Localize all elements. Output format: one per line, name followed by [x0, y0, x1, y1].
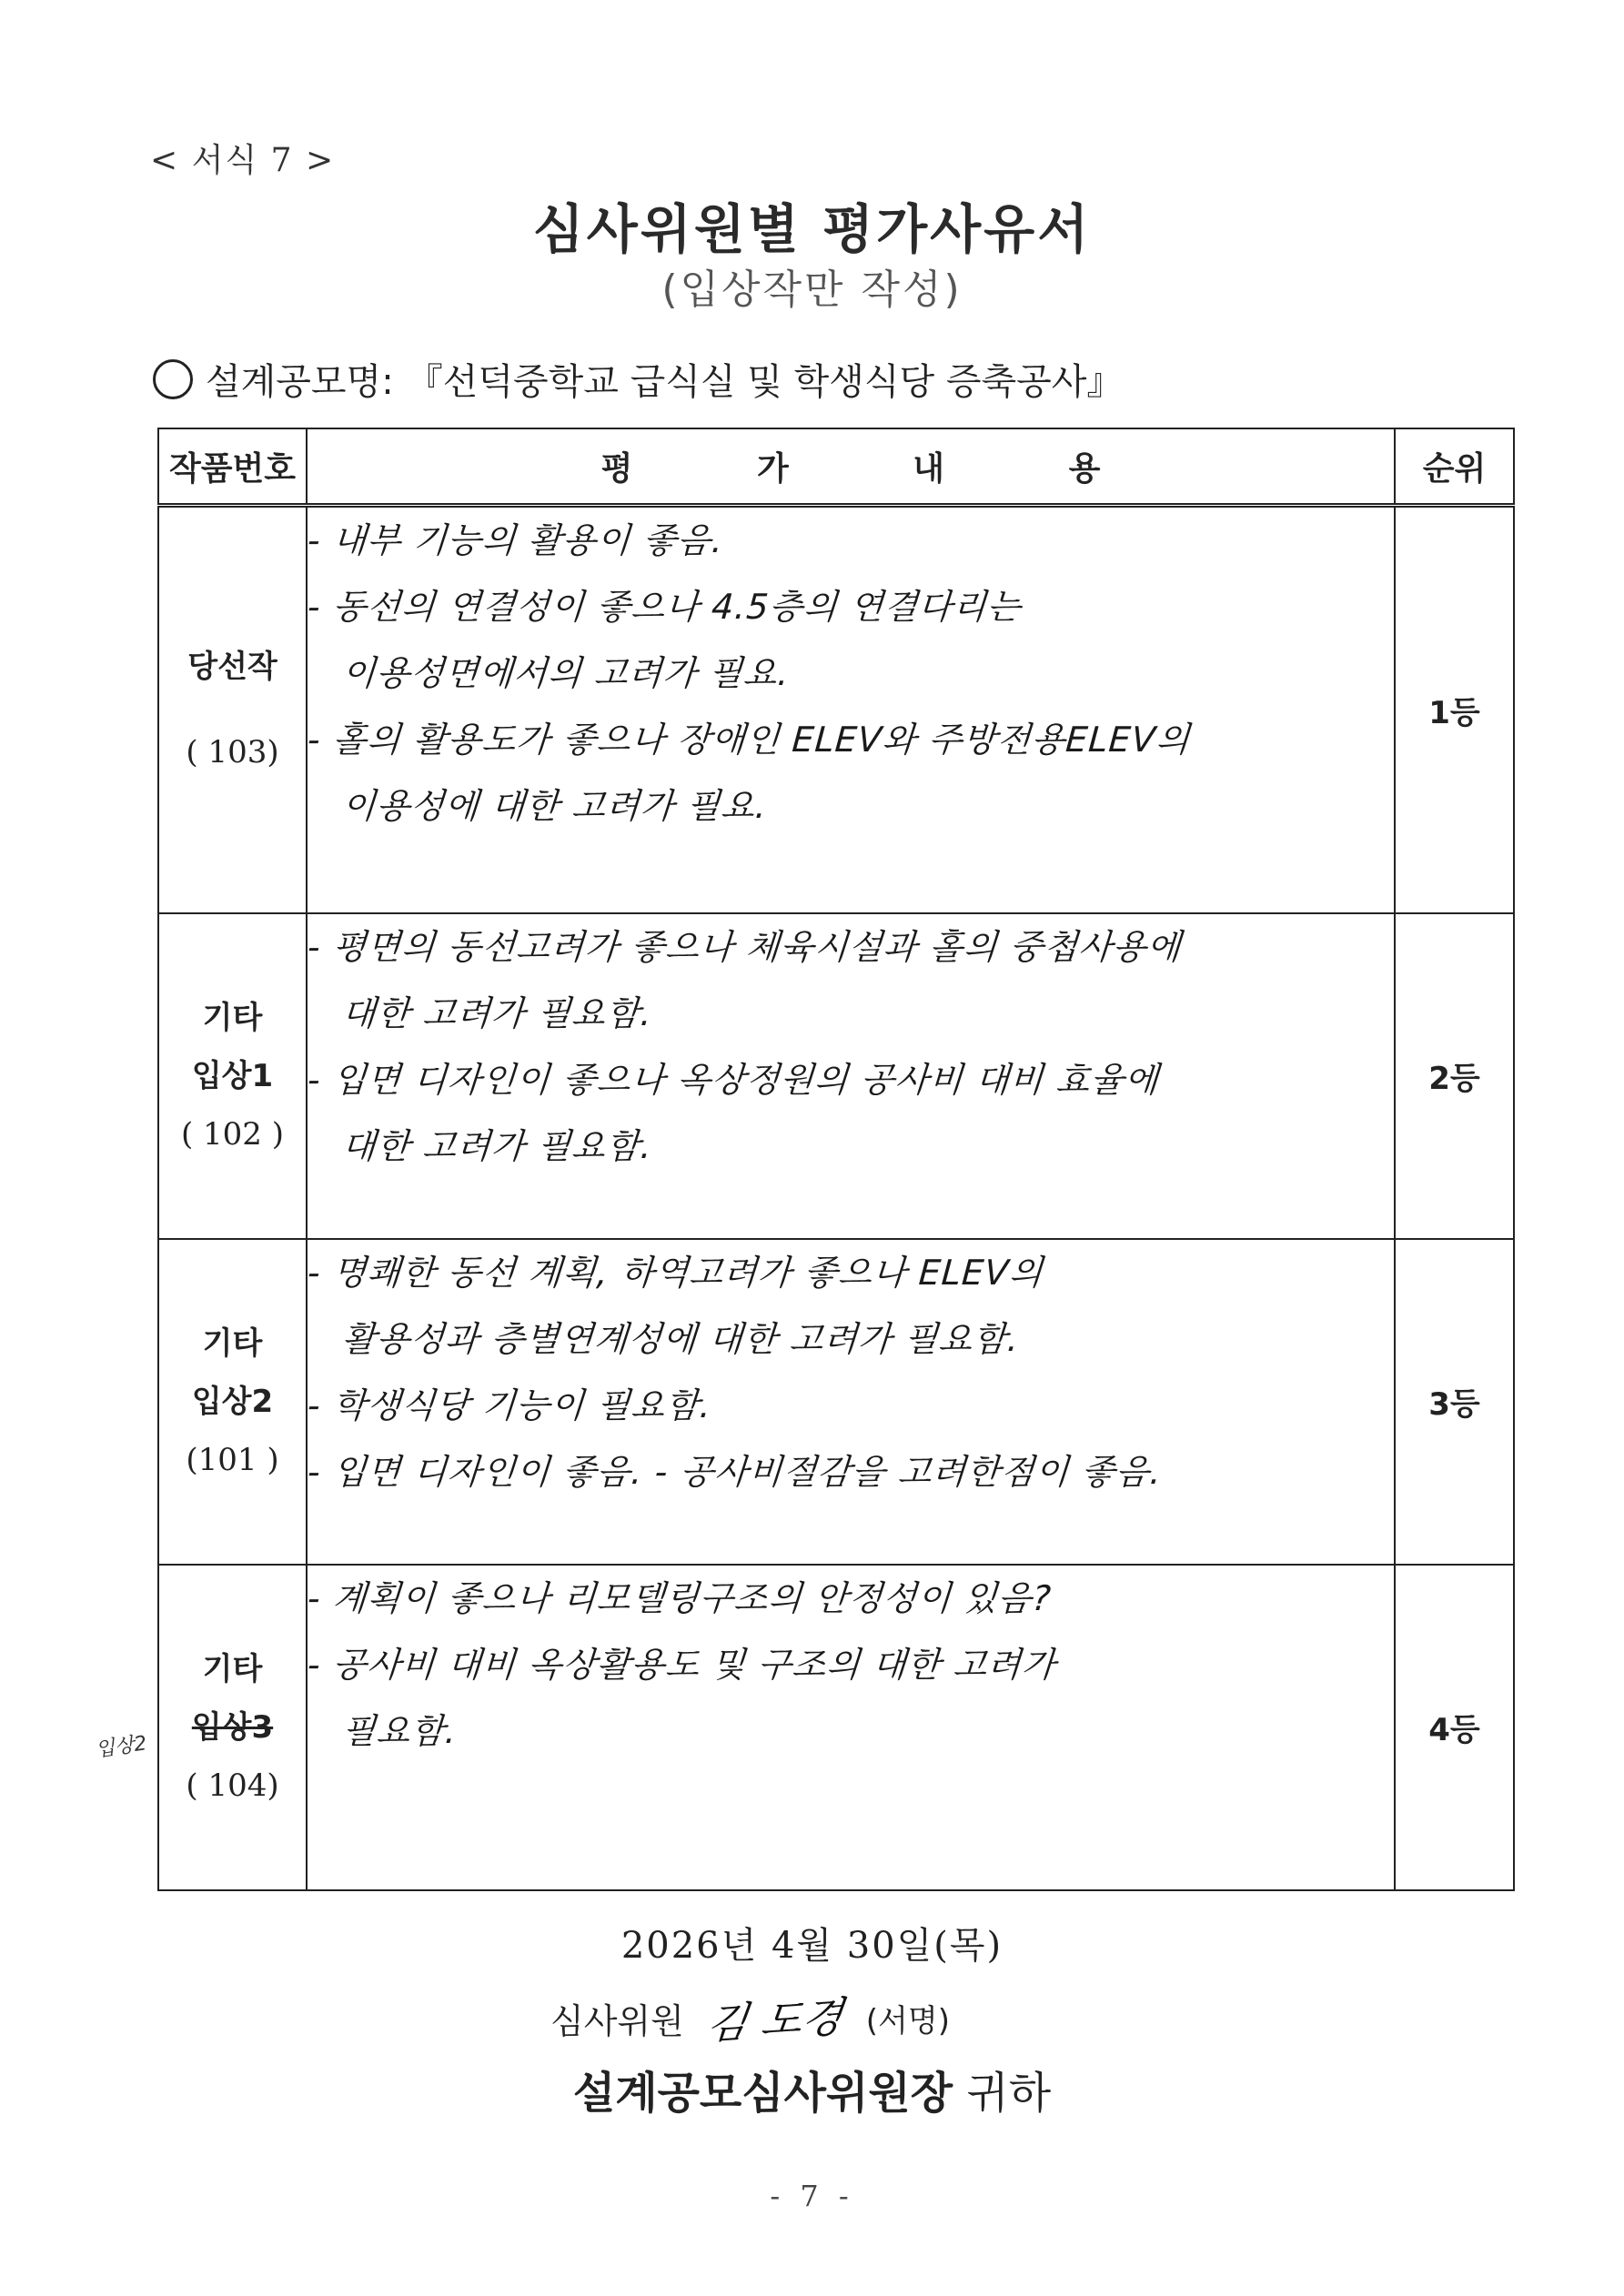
evaluation-line: - 내부 기능의 활용이 좋음. — [306, 520, 725, 560]
evaluation-line: 이용성면에서의 고려가 필요. — [340, 653, 792, 693]
evaluation-line: 이용성에 대한 고려가 필요. — [340, 786, 769, 826]
evaluation-line: 대한 고려가 필요함. — [340, 992, 654, 1033]
evaluation-line: - 입면 디자인이 좋음. - 공사비절감을 고려한점이 좋음. — [306, 1451, 1164, 1492]
addressee-title: 설계공모심사위원장 — [572, 2068, 953, 2119]
work-award: 입상1 — [191, 1057, 274, 1094]
work-category: 당선작 — [187, 649, 277, 686]
evaluation-content-cell — [307, 506, 1395, 913]
evaluation-table — [94, 428, 1515, 1891]
rank-cell: 1등 — [1395, 506, 1514, 913]
table-header-row — [158, 428, 1514, 506]
work-award — [94, 1698, 306, 1762]
page-number: - 7 - — [770, 2179, 854, 2213]
evaluation-content-cell — [307, 913, 1395, 1239]
signature-mark: (서명) — [865, 2002, 950, 2039]
work-category: 기타 — [202, 1650, 263, 1687]
handwritten-signature-name: 김 도경 — [703, 1992, 846, 2049]
addressee-suffix: 귀하 — [966, 2068, 1052, 2119]
rank-cell: 4등 — [1395, 1565, 1514, 1890]
work-number: (101 ) — [186, 1441, 279, 1478]
document-subtitle: (입상작만 작성) — [661, 267, 963, 313]
evaluation-line: - 공사비 대비 옥상활용도 및 구조의 대한 고려가 — [306, 1644, 1058, 1685]
form-number-label: < 서식 7 > — [150, 142, 336, 179]
evaluation-content-cell — [307, 1565, 1395, 1890]
work-category: 기타 — [202, 1324, 263, 1362]
handwritten-correction-note: 입상2 — [94, 1731, 148, 1762]
evaluation-line: - 입면 디자인이 좋으나 옥상정원의 공사비 대비 효율에 — [306, 1059, 1161, 1100]
evaluation-line: - 평면의 동선고려가 좋으나 체육시설과 홀의 중첩사용에 — [306, 926, 1184, 967]
work-number: ( 102 ) — [180, 1115, 285, 1153]
header-work-number: 작품번호 — [158, 428, 307, 506]
evaluation-content-cell — [307, 1239, 1395, 1565]
judge-signature-line — [550, 1988, 950, 2048]
work-cell — [94, 1565, 307, 1890]
table-row — [158, 1239, 1514, 1565]
evaluation-line: - 명쾌한 동선 계획, 하역고려가 좋으나 ELEV의 — [306, 1252, 1045, 1293]
evaluation-line: 활용성과 층별연계성에 대한 고려가 필요함. — [340, 1318, 1021, 1359]
contest-name-line — [153, 353, 1123, 405]
evaluation-line: - 홀의 활용도가 좋으나 장애인 ELEV와 주방전용ELEV의 — [306, 720, 1192, 760]
circle-bullet-icon — [153, 359, 193, 399]
work-number: ( 103) — [186, 734, 279, 771]
table-row — [158, 506, 1514, 913]
rank-cell: 3등 — [1395, 1239, 1514, 1565]
evaluation-line: - 학생식당 기능이 필요함. — [306, 1385, 713, 1425]
contest-label: 설계공모명: — [206, 361, 394, 403]
table-row — [158, 913, 1514, 1239]
document-title: 심사위원별 평가사유서 — [532, 198, 1092, 260]
rank-cell: 2등 — [1395, 913, 1514, 1239]
header-rank: 순위 — [1395, 428, 1514, 506]
work-number: ( 104) — [186, 1767, 279, 1804]
work-cell — [158, 1239, 307, 1565]
document-date: 2026년 4월 30일(목) — [620, 1925, 1004, 1967]
judge-label: 심사위원 — [550, 2000, 684, 2041]
work-award-struck: 입상3 — [191, 1708, 274, 1746]
evaluation-line: - 동선의 연결성이 좋으나 4.5층의 연결다리는 — [306, 587, 1024, 627]
work-category: 기타 — [202, 999, 263, 1036]
header-evaluation-content: 평 가 내 용 — [307, 428, 1395, 506]
work-award: 입상2 — [191, 1383, 274, 1420]
evaluation-line: 대한 고려가 필요함. — [340, 1125, 654, 1166]
addressee-line — [0, 2058, 1624, 2120]
evaluation-line: - 계획이 좋으나 리모델링구조의 안정성이 있음? — [306, 1577, 1054, 1618]
contest-name: 『선덕중학교 급식실 및 학생식당 증축공사』 — [406, 361, 1124, 403]
table-row — [158, 1565, 1514, 1890]
work-cell — [158, 913, 307, 1239]
evaluation-line: 필요함. — [340, 1710, 459, 1751]
work-cell — [158, 506, 307, 913]
